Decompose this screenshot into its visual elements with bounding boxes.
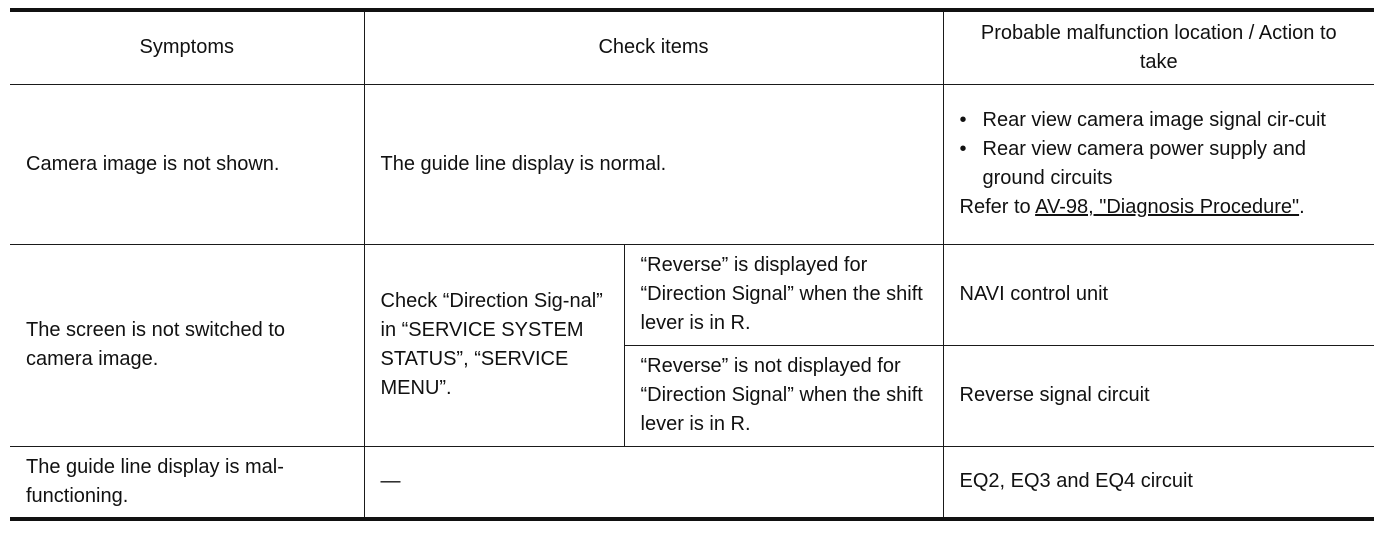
diagnosis-table — [10, 8, 1374, 521]
header-action: Probable malfunction location / Action to take — [943, 10, 1374, 84]
ref-suffix: . — [1299, 196, 1305, 218]
condition-cell: “Reverse” is not displayed for “Direction Signal” when the shift lever is in R. — [624, 345, 943, 446]
action-bullet-list — [960, 106, 1359, 193]
check-cell: — — [364, 446, 943, 519]
symptom-cell: Camera image is not shown. — [10, 84, 364, 244]
check-cell: Check “Direction Sig-nal” in “SERVICE SYSTEM STATUS”, “SERVICE MENU”. — [364, 244, 624, 446]
action-cell — [943, 84, 1374, 244]
reference-line — [960, 193, 1359, 222]
header-symptoms: Symptoms — [10, 10, 364, 84]
action-cell: NAVI control unit — [943, 244, 1374, 345]
ref-prefix: Refer to — [959, 196, 1036, 218]
table-row — [10, 84, 1374, 244]
action-cell: Reverse signal circuit — [943, 345, 1374, 446]
symptom-cell: The guide line display is mal-functioning. — [10, 446, 364, 519]
action-cell: EQ2, EQ3 and EQ4 circuit — [943, 446, 1374, 519]
bullet-item: • Rear view camera image signal cir-cuit — [960, 106, 1359, 135]
table-row — [10, 446, 1374, 519]
condition-cell: “Reverse” is displayed for “Direction Signal” when the shift lever is in R. — [624, 244, 943, 345]
header-check-items: Check items — [364, 10, 943, 84]
check-cell: The guide line display is normal. — [364, 84, 943, 244]
table-row — [10, 244, 1374, 345]
symptom-cell: The screen is not switched to camera image. — [10, 244, 364, 446]
header-row — [10, 10, 1374, 84]
reference-link[interactable]: AV-98, "Diagnosis Procedure" — [1035, 196, 1300, 218]
bullet-item: • Rear view camera power supply and ground circuits — [960, 135, 1359, 193]
